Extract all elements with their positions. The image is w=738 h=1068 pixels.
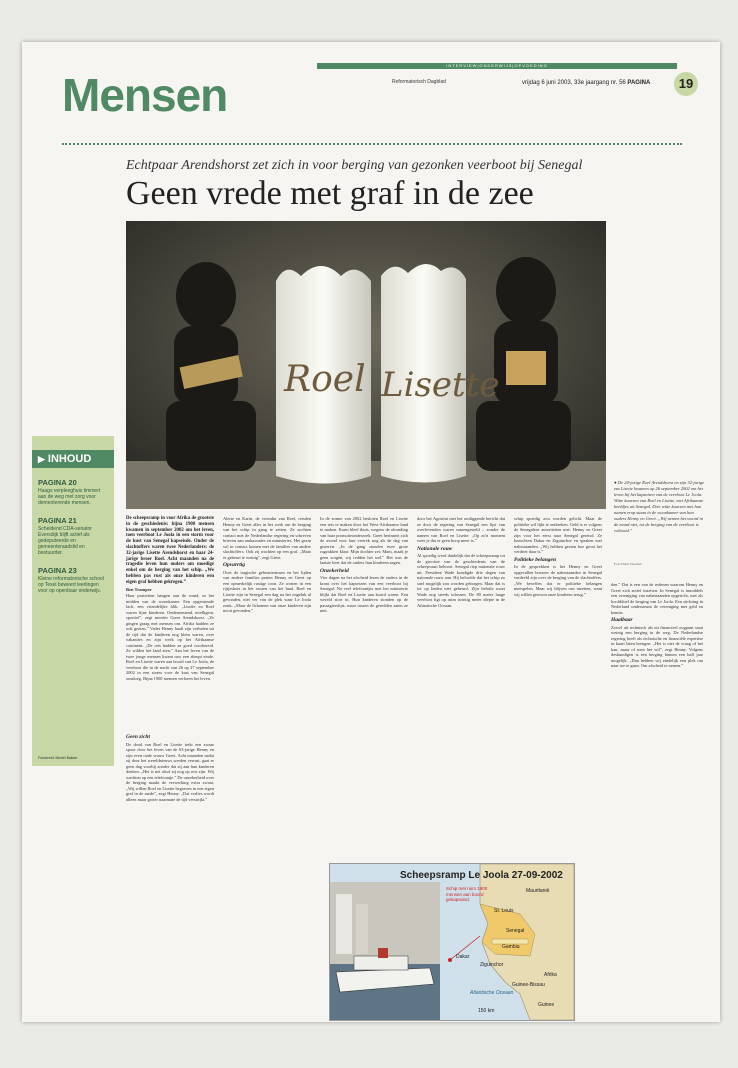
dateline [522, 80, 650, 86]
contents-page[interactable]: PAGINA 23 [38, 566, 77, 575]
subheading: Politieke belangen [514, 556, 557, 563]
contents-photo-credit: Fotobeeld: Michel Bakker [38, 756, 78, 760]
map-scale: 150 km [478, 1008, 495, 1014]
map-label: Guinee-Bissau [512, 982, 545, 988]
contents-box [32, 436, 114, 766]
date-text: vrijdag 6 juni 2003, 33e jaargang nr. 56 [522, 80, 626, 86]
contents-page[interactable]: PAGINA 21 [38, 516, 77, 525]
section-title: Mensen [62, 69, 228, 121]
article-kicker: Echtpaar Arendshorst zet zich in voor berging van gezonken veerboot bij Senegal [126, 158, 583, 173]
article-column-6 [611, 582, 703, 670]
map-title: Scheepsramp Le Joola 27-09-2002 [400, 870, 563, 881]
map-label: Senegal [506, 928, 525, 934]
column-text: Over de tragische gebeurtenissen en het lijden van andere families praten Henny en Greet op een opmerkelijk rustige toon. Ze wonen in een rijtjeshuis in het oosten van het land. Roel en Lisette zijn in Senegal een dag na het ongeluk al gevonden, niet ver van de plek waar Le Joola zonk. „Maar de lichamen van onze kinderen zijn nooit gevonden.” [223, 569, 311, 613]
article-photo [126, 221, 606, 509]
page-word: PAGINA [627, 80, 651, 86]
column-text: Al spoedig werd duidelijk dat de scheepsramp tot de grootste van de geschiedenis van de scheepvaart behoort. Senegal riep nationale rouw uit. President Wade kondigde drie dagen van nationale rouw aan. Hij beloofde dat het schip zo snel mogelijk zou worden geborgen. Maar dat is tot op heden niet gebeurd. Zijn belofte moet Wade nog steeds inlossen. De 80 meter lange veerboot ligt op ruim twintig meter diepte in de Atlantische Oceaan. [417, 553, 505, 608]
column-text: Zowel uit technisch als uit financieel oogpunt staat weinig een berging in de weg. De Nederlandse regering heeft als technische en financiële expertise in kaart laten brengen. „Het is niet de vraag of het kan, maar of men het wil”, zegt Henny. Volgens deskundigen is een berging binnen een half jaar mogelijk. „Dan hebben wij eindelijk een plek om naar toe te gaan. Om afscheid te nemen.” [611, 624, 703, 668]
subheading: Onzekerheid [320, 567, 349, 574]
map-label: St. Louis [494, 908, 514, 914]
column-text: In de gesprekken is het Henny en Greet opgevallen hoezeer de nabestaanden in Senegal verdeeld zijn over de berging van de slachtoffers. „We beseffen dat er politieke belangen meespelen. Maar wij blijven ons inzetten, want wij willen gewoon onze kinderen terug.” [514, 564, 602, 597]
photo-caption-text: De 24-jarige Roel Arendshorst en zijn 32-jarige zus Lisette kwamen op 26 september 2002 om het leven bij het kapseizen van de veerboot Le Joola. Witte kaarsen van Roel en Lisette, met Afrikaanse beeldjes uit Senegal. Drie witte kaarsen met hun namen erop staan in de woonkamer van hun ouders Henny en Greet. „Wij nemen het woord in de mond niet, tot de berging van de veerboot is voltooid.” [614, 480, 705, 533]
map-label: Guinee [538, 1002, 555, 1008]
newspaper-name: Reformatorisch Dagblad [392, 79, 446, 85]
column-text: In de zomer van 2002 besloten Roel en Lisette een reis te maken door het West-Afrikaanse land te maken. Karin bleef thuis, wegens de afronding van haar promotieonderzoek. Greet herinnert zich de avond voor hun vertrek nog als de dag van gisteren. „In de gang stonden twee grote rugzakken klaar. Mijn dochter zei: Mam, maak je geen zorgen, wij redden het wel.” Het was de laatste keer dat de ouders hun kinderen zagen. [320, 516, 408, 565]
column-text: schip spoedig zou worden gelicht. Maar de politieke wil lijkt te ontbreken. Geld is er volgens de Senegalese autoriteiten niet. Henny en Greet zijn voor het eerst naar Senegal gereisd. Ze bezochten Dakar en Ziguinchor en spraken met nabestaanden. „Wij hebben gezien hoe groot het verdriet daar is.” [514, 516, 602, 554]
candle-text-roel: Roel [284, 359, 366, 400]
column-text: Vier dagen na het afscheid lezen de ouders in de krant over het kapseizen van een veerboot bij Senegal. Na veel telefoontjes met het ministerie blijkt dat Roel en Lisette aan boord waren. Een wereld stort in. Hun kinderen stonden op de passagierslijst, maar tussen de geredden zaten ze niet. [320, 575, 408, 613]
column-text: De dood van Roel en Lisette trekt een zwaar spoor door het leven van de 63-jarige Henny en zijn even oude vrouw Greet. Acht maanden nadat zij door het wereldnieuws werden verrast, gaat er geen dag voorbij zonder dat zij aan hun kinderen denken. „Het is net alsof zij nog op reis zijn. Wij wachten op een telefoontje.” De onzekerheid over de berging maakt de verwerking extra zwaar. „Wij willen Roel en Lisette begraven in een eigen graf in de aarde”, zegt Henny. „Dat verlies wordt alleen maar groter naarmate de tijd verstrijkt.” [126, 741, 214, 802]
article-headline: Geen vrede met graf in de zee [126, 175, 534, 212]
map-label: Gambia [502, 944, 520, 950]
page-number-badge: 19 [674, 72, 698, 96]
contents-teaser: Kleine reformatorische school op Texel beweert leerlingen voor op openbaar onderwijs. [38, 576, 104, 594]
column-text: den.” Dat is een van de redenen waarom Henny en Greet zich actief inzetten. In Senegal is inmiddels een vereniging van nabestaanden opgericht, met als hoofddoel de berging van Le Joola. Een stichting in Nederland ondersteunt de vereniging met geld en kennis. [611, 582, 703, 615]
newspaper-page [22, 42, 720, 1022]
column-text: Haar portretten hangen aan de wand, in het midden van de woonkamer. Een opgeruimde lach, een vriendelijke blik. „Lisette en Roel waren fijne kinderen. Ondernemend, intelligent, sportief”, zegt moeder Greet Arendshorst. „Ze gingen graag met mensen om. Afrika hadden ze ook gezien.” Vader Henny haalt zijn verhalen uit de tijd dat de kinderen nog klein waren, over vakanties en zijn werk op het Afrikaanse continent. „De reis hadden ze goed voorbereid. Ze wilden het land zien.” Aan het leven van de twee jonge mensen kwam ruw een abrupt einde. Roel en Lisette waren aan boord van Le Joola, de veerboot die in de nacht van 26 op 27 september 2002 in een storm voor de kust van Senegal omsloeg. Bijna 1900 mensen verloren het leven. [126, 593, 214, 681]
article-column-4 [417, 516, 505, 609]
ferry-map-graphic [329, 863, 575, 1021]
article-column-2 [223, 516, 311, 615]
article-intro: De scheepsramp in voor Afrika de grootste in de geschiedenis: bijna 1900 mensen kwamen in september 2002 om het leven, toen veerboot Le Joola in een storm voor de kust van Senegal kapseisde. Onder de slachtoffers waren twee Nederlanders: de 32-jarige Lisette Arendshorst en haar 24-jarige broer Roel. Acht maanden na de tragedie leven hun ouders om moedige enkel om de berging van het schip. „We hebben pas rust als onze kinderen een eigen graf hebben gekregen.” [126, 516, 214, 585]
contents-title-text: INHOUD [47, 453, 92, 465]
subheading: Geen zicht [126, 734, 150, 740]
column-text: door het Agostini met het omliggende bericht dat ze door de regering van Senegal een lijst van overlevenden waren samengesteld – zonder de namen van Roel en Lisette. „Op zo'n moment weet je dat er geen hoop meer is.” [417, 516, 505, 543]
photo-caption: ● De 24-jarige Roel Arendshorst en zijn 32-jarige zus Lisette kwamen op 26 september 2002 om het leven bij het kapseizen van de veerboot Le Joola. Witte kaarsen van Roel en Lisette, met Afrikaanse beeldjes uit Senegal. Drie witte kaarsen met hun namen erop staan in de woonkamer van hun ouders Henny en Greet. „Wij nemen het woord in de mond niet, tot de berging van de veerboot is voltooid.” [614, 480, 705, 533]
article-column-3 [320, 516, 408, 615]
triangle-icon: ▶ [38, 454, 45, 464]
photo-credit: Foto Henk Visscher [614, 562, 642, 566]
article-column-1b [126, 732, 214, 803]
candles-figurines-image [126, 221, 606, 509]
subheading: Nationale rouw [417, 545, 453, 552]
map-label: Afrika [544, 972, 557, 978]
map-note: Schip met ruim 1900 mensen aan boord gekapseisd. [446, 886, 488, 902]
contents-title [32, 450, 114, 468]
candle-text-lisette: Lisette [381, 365, 500, 405]
subheading: Haalbaar [611, 617, 633, 623]
contents-teaser: Scheidend CDA-senator Eversdijk blijft actief als gedeputeerde en gemeenteraadslid en bestuurder. [38, 526, 92, 556]
map-label: Ziguinchor [480, 962, 504, 968]
article-byline: Ben Tramper [126, 586, 152, 592]
column-text: Alerte en Karin, de vriendin van Roel, reisden Henny en Greet alles in het werk om de berging van het schip in gang te zetten. Ze zochten contact met de Nederlandse regering en schreven brieven aan ambassades en ministeries. Het gezin wil in contact komen met de families van andere slachtoffers. Ook zij wachten op een graf. „Maar er gebeurt te weinig”, zegt Greet. [223, 516, 311, 560]
contents-page[interactable]: PAGINA 20 [38, 478, 77, 487]
map-label: Dakar [456, 954, 470, 960]
map-label: Mauritanië [526, 888, 550, 894]
section-divider [62, 143, 682, 145]
section-label: INTERVIEW|ONDERWIJS|OPVOEDING [317, 63, 677, 69]
subheading: Opvarrtig [223, 562, 245, 568]
article-column-5 [514, 516, 602, 598]
article-column-1 [126, 516, 214, 682]
contents-teaser: Haags verpleeghuis timmert aan de weg met zorg voor dementerende mensen. [38, 488, 101, 506]
map-label: Atlantische Oceaan [470, 990, 514, 996]
